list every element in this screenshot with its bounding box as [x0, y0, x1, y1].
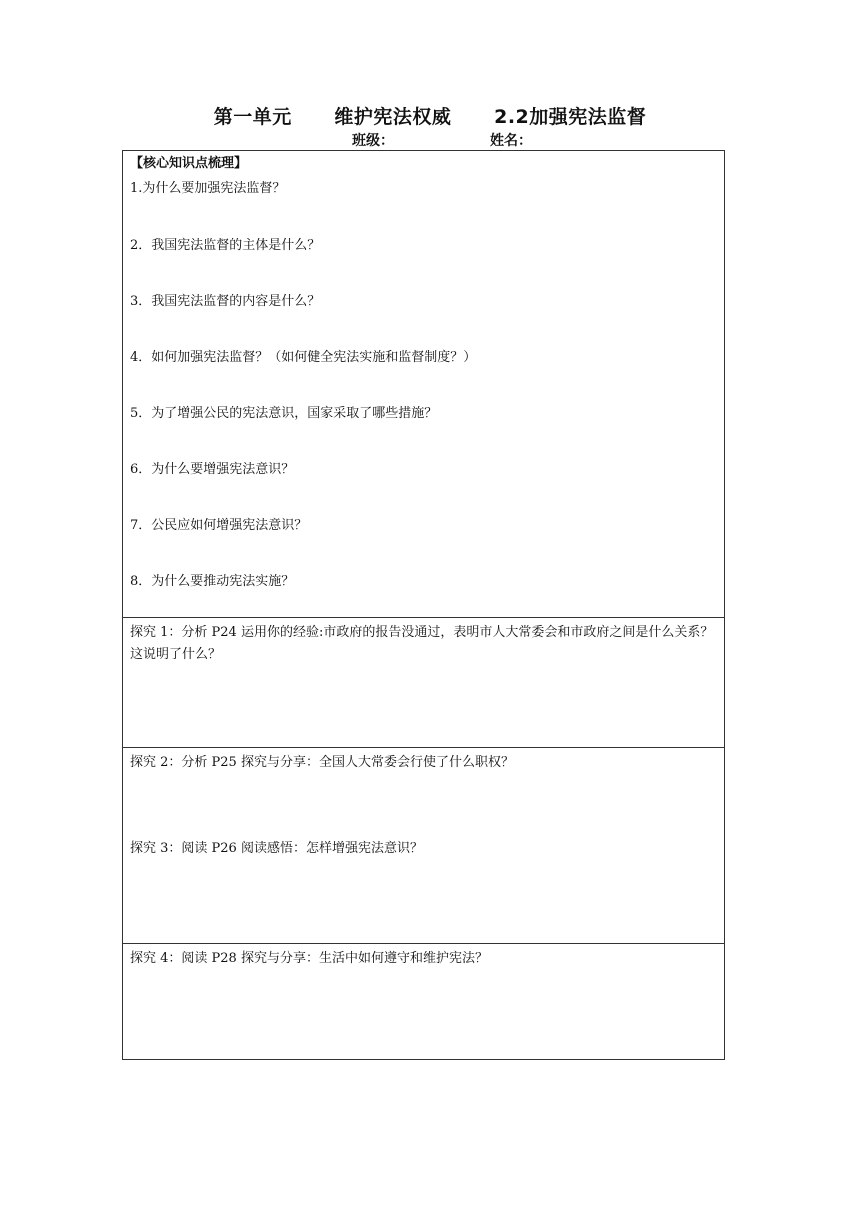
exploration-2-3-cell: [123, 748, 724, 944]
exploration-1-prompt: 探究 1：分析 P24 运用你的经验:市政府的报告没通过，表明市人大常委会和市政府之间是什么关系？这说明了什么？: [130, 625, 714, 662]
exploration-4-prompt: 探究 4：阅读 P28 探究与分享：生活中如何遵守和维护宪法？: [130, 951, 488, 966]
worksheet-table: [122, 150, 725, 1060]
exploration-2-prompt: 探究 2：分析 P25 探究与分享：全国人大常委会行使了什么职权？: [130, 755, 514, 770]
exploration-4-cell: [123, 944, 724, 1059]
question-item: 3．我国宪法监督的内容是什么？: [130, 294, 321, 309]
class-label: 班级：: [352, 133, 394, 149]
question-item: 4．如何加强宪法监督？（如何健全宪法实施和监督制度？）: [130, 350, 477, 365]
name-label: 姓名：: [490, 133, 532, 149]
page-title: 第一单元 维护宪法权威 2.2加强宪法监督: [213, 106, 647, 128]
exploration-3-prompt: 探究 3：阅读 P26 阅读感悟：怎样增强宪法意识？: [130, 841, 423, 856]
question-list: [130, 179, 717, 628]
question-item: 6．为什么要增强宪法意识？: [130, 462, 295, 477]
question-item: 5．为了增强公民的宪法意识，国家采取了哪些措施？: [130, 406, 438, 421]
knowledge-heading: 【核心知识点梳理】: [130, 156, 248, 171]
question-item: 1.为什么要加强宪法监督？: [130, 181, 286, 196]
knowledge-section: [123, 151, 724, 618]
question-item: 2．我国宪法监督的主体是什么？: [130, 238, 321, 253]
exploration-1-cell: [123, 618, 724, 748]
question-item: 8．为什么要推动宪法实施？: [130, 574, 295, 589]
question-item: 7．公民应如何增强宪法意识？: [130, 518, 308, 533]
